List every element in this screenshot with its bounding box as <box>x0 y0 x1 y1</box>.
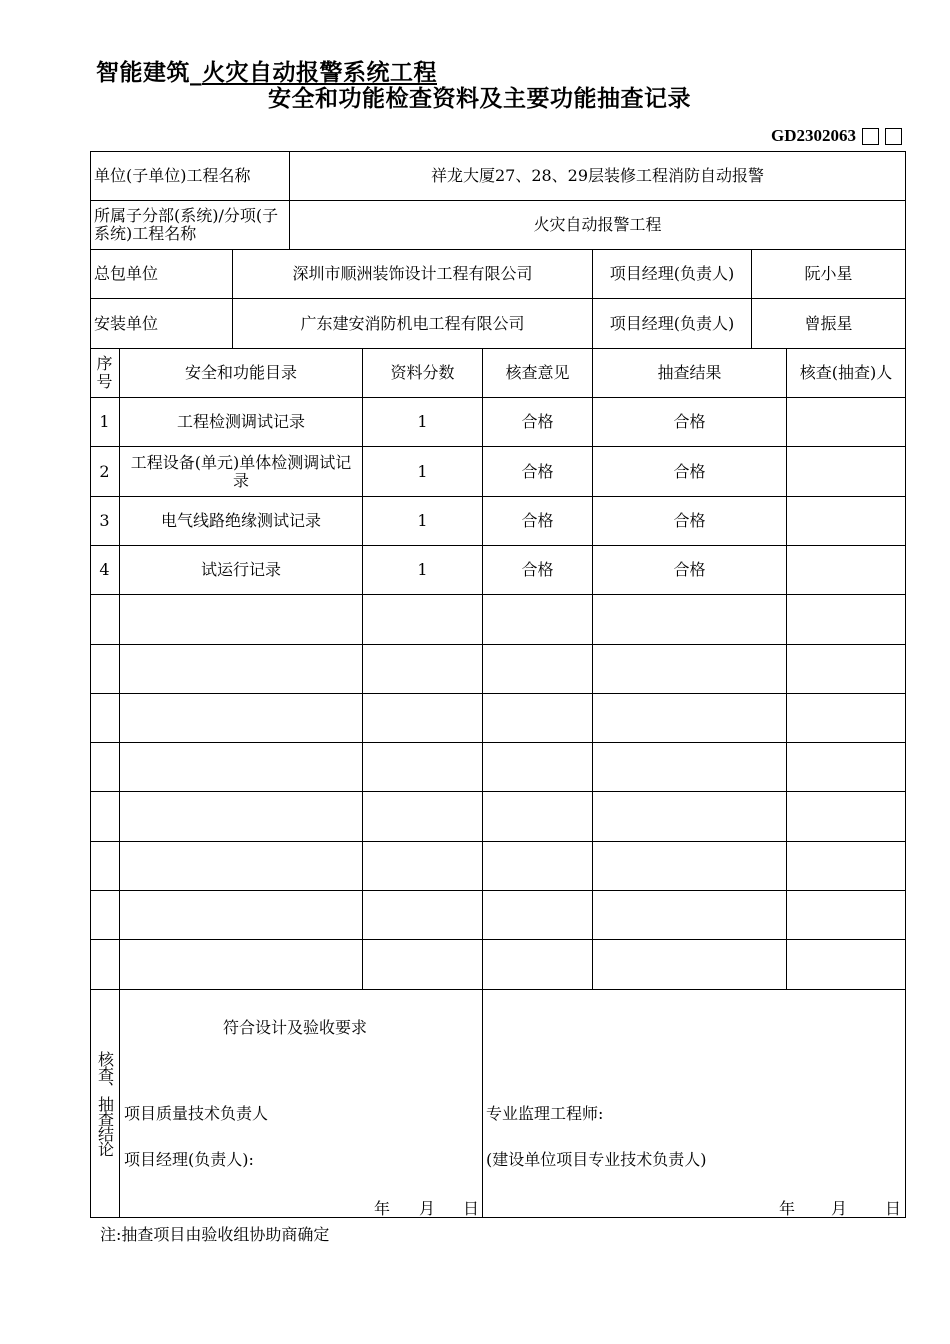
table-cell-item: 试运行记录 <box>120 546 363 595</box>
header-person: 核查(抽查)人 <box>787 349 906 398</box>
table-cell-count <box>363 792 483 842</box>
install-pm-label: 项目经理(负责人) <box>593 299 752 349</box>
table-cell-count: 1 <box>363 546 483 595</box>
table-cell-person <box>787 891 906 940</box>
table-cell-no: 1 <box>90 398 120 447</box>
code-box-1 <box>862 128 879 145</box>
table-cell-count: 1 <box>363 447 483 497</box>
subsystem-value: 火灾自动报警工程 <box>290 201 906 250</box>
table-cell-count: 1 <box>363 497 483 546</box>
general-pm-label: 项目经理(负责人) <box>593 250 752 299</box>
contractor-date-month: 月 <box>419 1199 436 1218</box>
table-cell-result: 合格 <box>593 398 787 447</box>
form-code: GD2302063 <box>771 126 902 146</box>
table-cell-count: 1 <box>363 398 483 447</box>
unit-value: 祥龙大厦27、28、29层装修工程消防自动报警 <box>290 151 906 201</box>
table-cell-no <box>90 743 120 792</box>
table-cell-opinion: 合格 <box>483 398 593 447</box>
table-cell-count <box>363 595 483 645</box>
table-cell-person <box>787 694 906 743</box>
table-cell-person <box>787 497 906 546</box>
table-cell-opinion <box>483 645 593 694</box>
table-cell-person <box>787 398 906 447</box>
table-cell-no <box>90 891 120 940</box>
table-cell-item: 电气线路绝缘测试记录 <box>120 497 363 546</box>
table-cell-item <box>120 595 363 645</box>
table-cell-opinion <box>483 694 593 743</box>
table-cell-result: 合格 <box>593 447 787 497</box>
supervisor-date-month: 月 <box>831 1199 848 1218</box>
table-cell-item: 工程设备(单元)单体检测调试记录 <box>120 447 363 497</box>
table-cell-opinion: 合格 <box>483 447 593 497</box>
table-cell-person <box>787 595 906 645</box>
supervisor-date-year: 年 <box>779 1199 796 1218</box>
table-cell-count <box>363 842 483 891</box>
table-cell-no: 2 <box>90 447 120 497</box>
table-cell-person <box>787 447 906 497</box>
table-cell-no <box>90 842 120 891</box>
subsystem-label: 所属子分部(系统)/分项(子系统)工程名称 <box>90 201 290 250</box>
supervisor-label: 专业监理工程师: <box>486 1104 604 1123</box>
table-cell-opinion: 合格 <box>483 546 593 595</box>
form-title-underlined: 火灾自动报警系统工程 <box>202 60 437 86</box>
table-cell-item <box>120 842 363 891</box>
table-cell-count <box>363 940 483 990</box>
table-cell-opinion <box>483 842 593 891</box>
table-cell-item <box>120 792 363 842</box>
unit-label: 单位(子单位)工程名称 <box>90 151 290 201</box>
table-cell-result <box>593 792 787 842</box>
table-cell-person <box>787 743 906 792</box>
table-cell-item <box>120 645 363 694</box>
table-cell-result <box>593 842 787 891</box>
owner-lead-label: (建设单位项目专业技术负责人) <box>486 1150 707 1169</box>
conclusion-side-label: 核查、抽查结论 <box>90 990 120 1218</box>
code-box-2 <box>885 128 902 145</box>
supervisor-date-day: 日 <box>885 1199 902 1218</box>
table-cell-count <box>363 891 483 940</box>
table-cell-result <box>593 891 787 940</box>
form-title: 智能建筑_火灾自动报警系统工程 <box>96 60 437 86</box>
contractor-date-year: 年 <box>374 1199 391 1218</box>
table-cell-result <box>593 595 787 645</box>
inspection-table <box>90 151 906 1218</box>
table-cell-count <box>363 743 483 792</box>
table-cell-count <box>363 694 483 743</box>
table-cell-no <box>90 940 120 990</box>
contractor-date-day: 日 <box>463 1199 480 1218</box>
table-cell-result: 合格 <box>593 497 787 546</box>
footnote: 注:抽查项目由验收组协助商确定 <box>100 1225 330 1244</box>
table-cell-count <box>363 645 483 694</box>
table-cell-opinion <box>483 891 593 940</box>
table-cell-result <box>593 694 787 743</box>
table-cell-no <box>90 595 120 645</box>
table-cell-item <box>120 694 363 743</box>
conclusion-statement: 符合设计及验收要求 <box>223 1018 368 1037</box>
table-cell-person <box>787 792 906 842</box>
table-cell-person <box>787 842 906 891</box>
quality-lead-label: 项目质量技术负责人 <box>124 1104 269 1123</box>
table-cell-no: 4 <box>90 546 120 595</box>
general-contractor-label: 总包单位 <box>90 250 233 299</box>
table-cell-item <box>120 743 363 792</box>
header-no: 序号 <box>90 349 120 398</box>
header-opinion: 核查意见 <box>483 349 593 398</box>
table-cell-result: 合格 <box>593 546 787 595</box>
table-cell-result <box>593 940 787 990</box>
install-unit-value: 广东建安消防机电工程有限公司 <box>233 299 593 349</box>
general-pm-value: 阮小星 <box>752 250 906 299</box>
table-cell-item <box>120 940 363 990</box>
form-subtitle: 安全和功能检查资料及主要功能抽查记录 <box>268 86 691 112</box>
header-result: 抽查结果 <box>593 349 787 398</box>
table-cell-result <box>593 645 787 694</box>
table-cell-result <box>593 743 787 792</box>
table-cell-no: 3 <box>90 497 120 546</box>
table-cell-person <box>787 940 906 990</box>
table-cell-item <box>120 891 363 940</box>
install-pm-value: 曾振星 <box>752 299 906 349</box>
install-unit-label: 安装单位 <box>90 299 233 349</box>
header-item: 安全和功能目录 <box>120 349 363 398</box>
table-cell-opinion <box>483 792 593 842</box>
table-cell-person <box>787 645 906 694</box>
project-manager-label: 项目经理(负责人): <box>124 1150 254 1169</box>
table-cell-no <box>90 694 120 743</box>
table-cell-no <box>90 792 120 842</box>
table-cell-no <box>90 645 120 694</box>
table-cell-opinion <box>483 940 593 990</box>
header-count: 资料分数 <box>363 349 483 398</box>
table-cell-person <box>787 546 906 595</box>
table-cell-opinion <box>483 595 593 645</box>
table-cell-opinion: 合格 <box>483 497 593 546</box>
general-contractor-value: 深圳市顺洲装饰设计工程有限公司 <box>233 250 593 299</box>
table-cell-item: 工程检测调试记录 <box>120 398 363 447</box>
table-cell-opinion <box>483 743 593 792</box>
